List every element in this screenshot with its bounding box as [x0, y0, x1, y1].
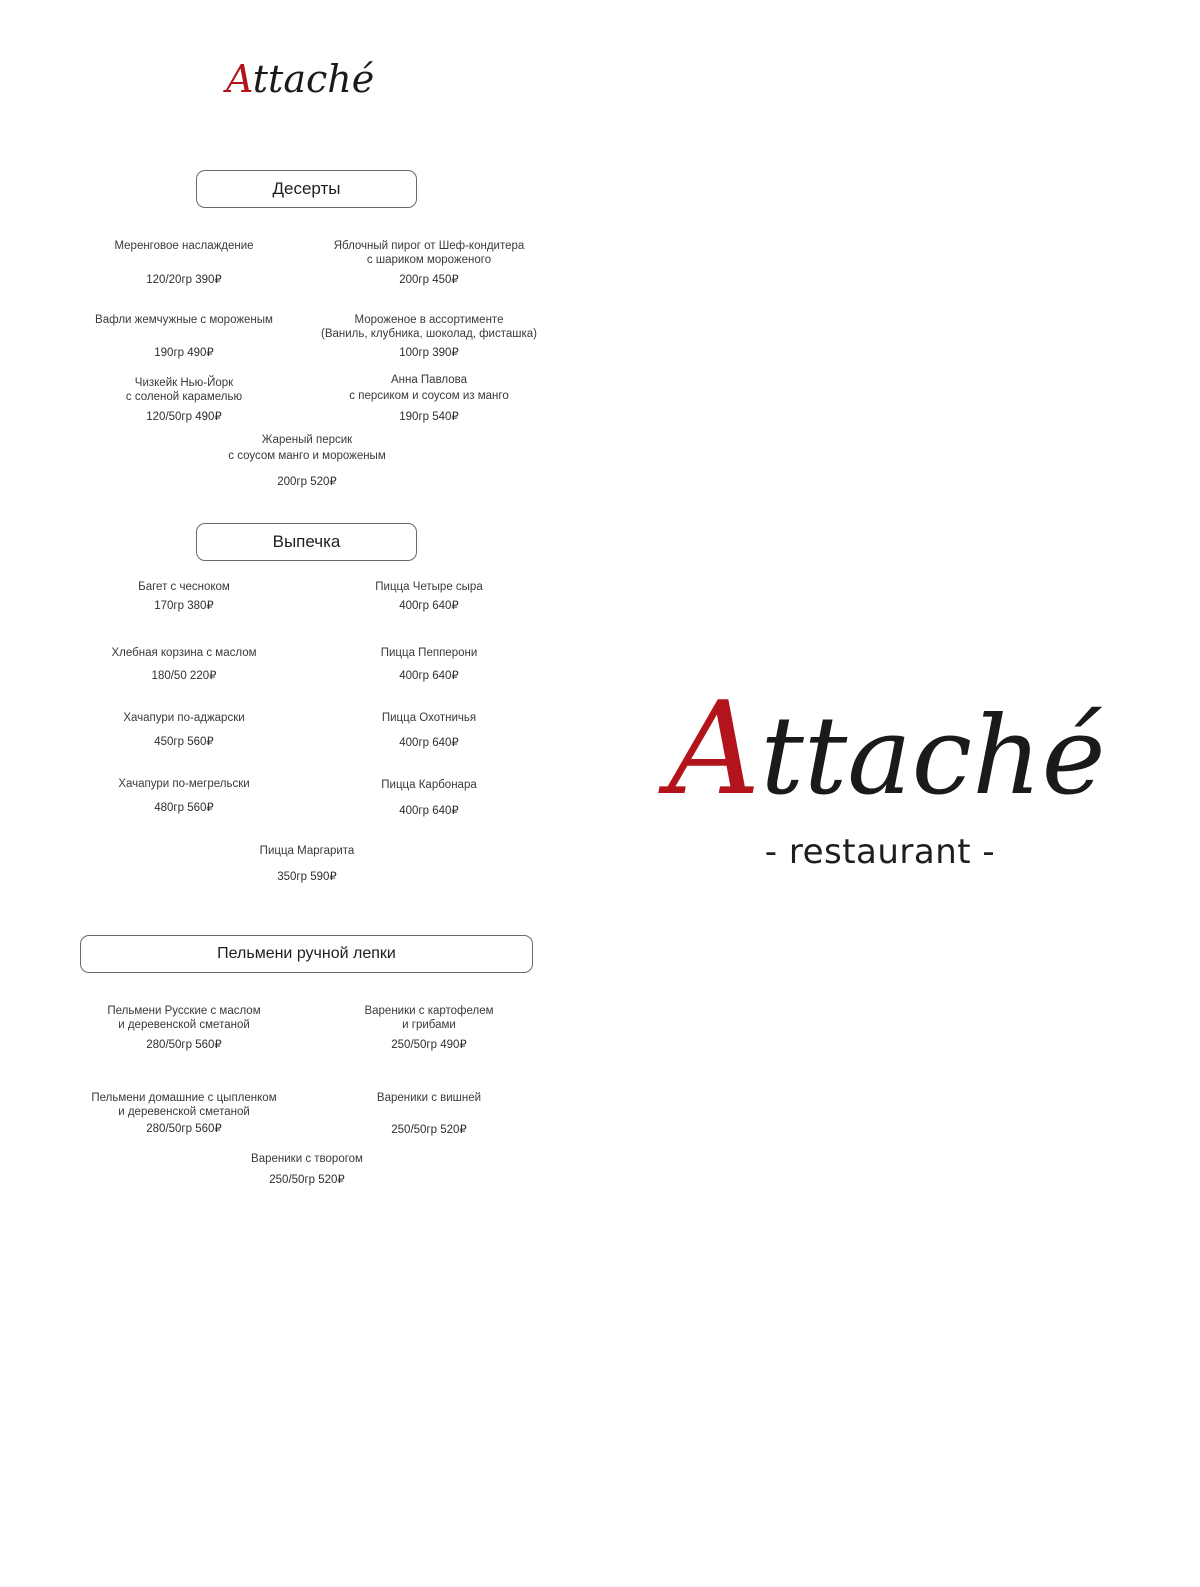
item-name: Вареники с творогом — [251, 1153, 363, 1165]
item-name-line2: (Ваниль, клубника, шоколад, фисташка) — [321, 328, 537, 340]
section-desserts-header — [196, 170, 417, 208]
item-name-line2: и деревенской сметаной — [118, 1106, 250, 1118]
item-price: 400гр 640₽ — [399, 670, 459, 682]
item-price: 250/50гр 520₽ — [269, 1174, 345, 1186]
item-name: Яблочный пирог от Шеф-кондитера — [333, 240, 525, 252]
menu-item — [381, 778, 476, 818]
item-price: 350гр 590₽ — [277, 871, 337, 883]
small-logo-rest: ttaché — [252, 57, 375, 101]
restaurant-tagline: - restaurant - — [764, 832, 996, 872]
item-price: 200гр 520₽ — [277, 476, 337, 488]
item-name: Вареники с вишней — [376, 1092, 482, 1104]
item-name: Пицца Охотничья — [381, 712, 477, 724]
section-dumplings-title: Пельмени ручной лепки — [217, 945, 396, 962]
large-logo-initial: A — [668, 675, 761, 824]
item-name: Пицца Пепперони — [380, 647, 478, 659]
item-name: Пицца Маргарита — [259, 845, 355, 857]
item-price: 280/50гр 560₽ — [146, 1039, 222, 1051]
item-name: Хлебная корзина с маслом — [111, 647, 257, 659]
item-name-line2: с шариком мороженого — [366, 254, 492, 266]
section-desserts-title: Десерты — [272, 179, 341, 198]
section-bakery-header — [196, 523, 417, 561]
item-name: Пельмени домашние с цыпленком — [91, 1092, 277, 1104]
item-name: Мороженое в ассортименте — [354, 314, 504, 326]
item-name: Пицца Карбонара — [381, 779, 477, 791]
item-price: 250/50гр 490₽ — [391, 1039, 467, 1051]
item-price: 400гр 640₽ — [399, 737, 459, 749]
item-price: 400гр 640₽ — [399, 600, 459, 612]
menu-item — [349, 373, 508, 424]
item-price: 100гр 390₽ — [399, 347, 459, 359]
section-dumplings-header — [80, 935, 533, 973]
menu-item — [382, 711, 476, 750]
menu-item — [95, 313, 273, 360]
menu-item — [114, 239, 253, 287]
large-logo — [668, 670, 1106, 830]
item-name: Хачапури по-мегрельски — [118, 778, 250, 790]
menu-item — [138, 580, 230, 613]
item-name: Чизкейк Нью-Йорк — [134, 377, 234, 389]
item-name-line2: и деревенской сметаной — [118, 1019, 250, 1031]
item-price: 200гр 450₽ — [399, 274, 459, 286]
item-name-line2: с персиком и соусом из манго — [349, 390, 509, 402]
item-price: 480гр 560₽ — [154, 802, 214, 814]
item-name: Жареный персик — [261, 434, 353, 446]
menu-item — [107, 1004, 260, 1052]
item-price: 400гр 640₽ — [399, 805, 459, 817]
item-name: Хачапури по-аджарски — [123, 712, 245, 724]
menu-item — [377, 1091, 481, 1137]
item-name: Пицца Четыре сыра — [375, 581, 483, 593]
item-name: Вафли жемчужные с мороженым — [95, 314, 273, 326]
item-price: 170гр 380₽ — [154, 600, 214, 612]
small-logo-initial: A — [226, 57, 253, 101]
item-price: 450гр 560₽ — [154, 736, 214, 748]
menu-item — [260, 844, 355, 884]
item-price: 250/50гр 520₽ — [391, 1124, 467, 1136]
menu-item — [118, 777, 249, 815]
menu-item — [228, 433, 385, 489]
item-name-line2: с соусом манго и мороженым — [228, 450, 386, 462]
menu-item — [334, 239, 525, 287]
menu-item — [111, 646, 256, 683]
item-price: 190гр 490₽ — [154, 347, 214, 359]
item-name: Вареники с картофелем — [364, 1005, 494, 1017]
large-logo-rest: ttaché — [760, 694, 1106, 819]
section-bakery-title: Выпечка — [272, 532, 341, 551]
menu-item — [91, 1091, 276, 1136]
item-name: Анна Павлова — [390, 374, 468, 386]
menu-item — [381, 646, 478, 683]
item-price: 180/50 220₽ — [151, 670, 217, 682]
small-logo — [226, 52, 386, 107]
item-name-line2: с соленой карамелью — [125, 391, 243, 403]
item-name: Багет с чесноком — [138, 581, 230, 593]
item-price: 120/20гр 390₽ — [146, 274, 222, 286]
item-name-line2: и грибами — [402, 1019, 456, 1031]
menu-item — [375, 580, 482, 613]
item-price: 190гр 540₽ — [399, 411, 459, 423]
item-price: 280/50гр 560₽ — [146, 1123, 222, 1135]
item-name: Меренговое наслаждение — [114, 240, 254, 252]
menu-item — [321, 313, 537, 360]
item-price: 120/50гр 490₽ — [146, 411, 222, 423]
menu-item — [123, 711, 244, 749]
menu-item — [126, 376, 242, 424]
menu-item — [251, 1152, 363, 1187]
menu-item — [364, 1004, 493, 1052]
item-name: Пельмени Русские с маслом — [107, 1005, 261, 1017]
